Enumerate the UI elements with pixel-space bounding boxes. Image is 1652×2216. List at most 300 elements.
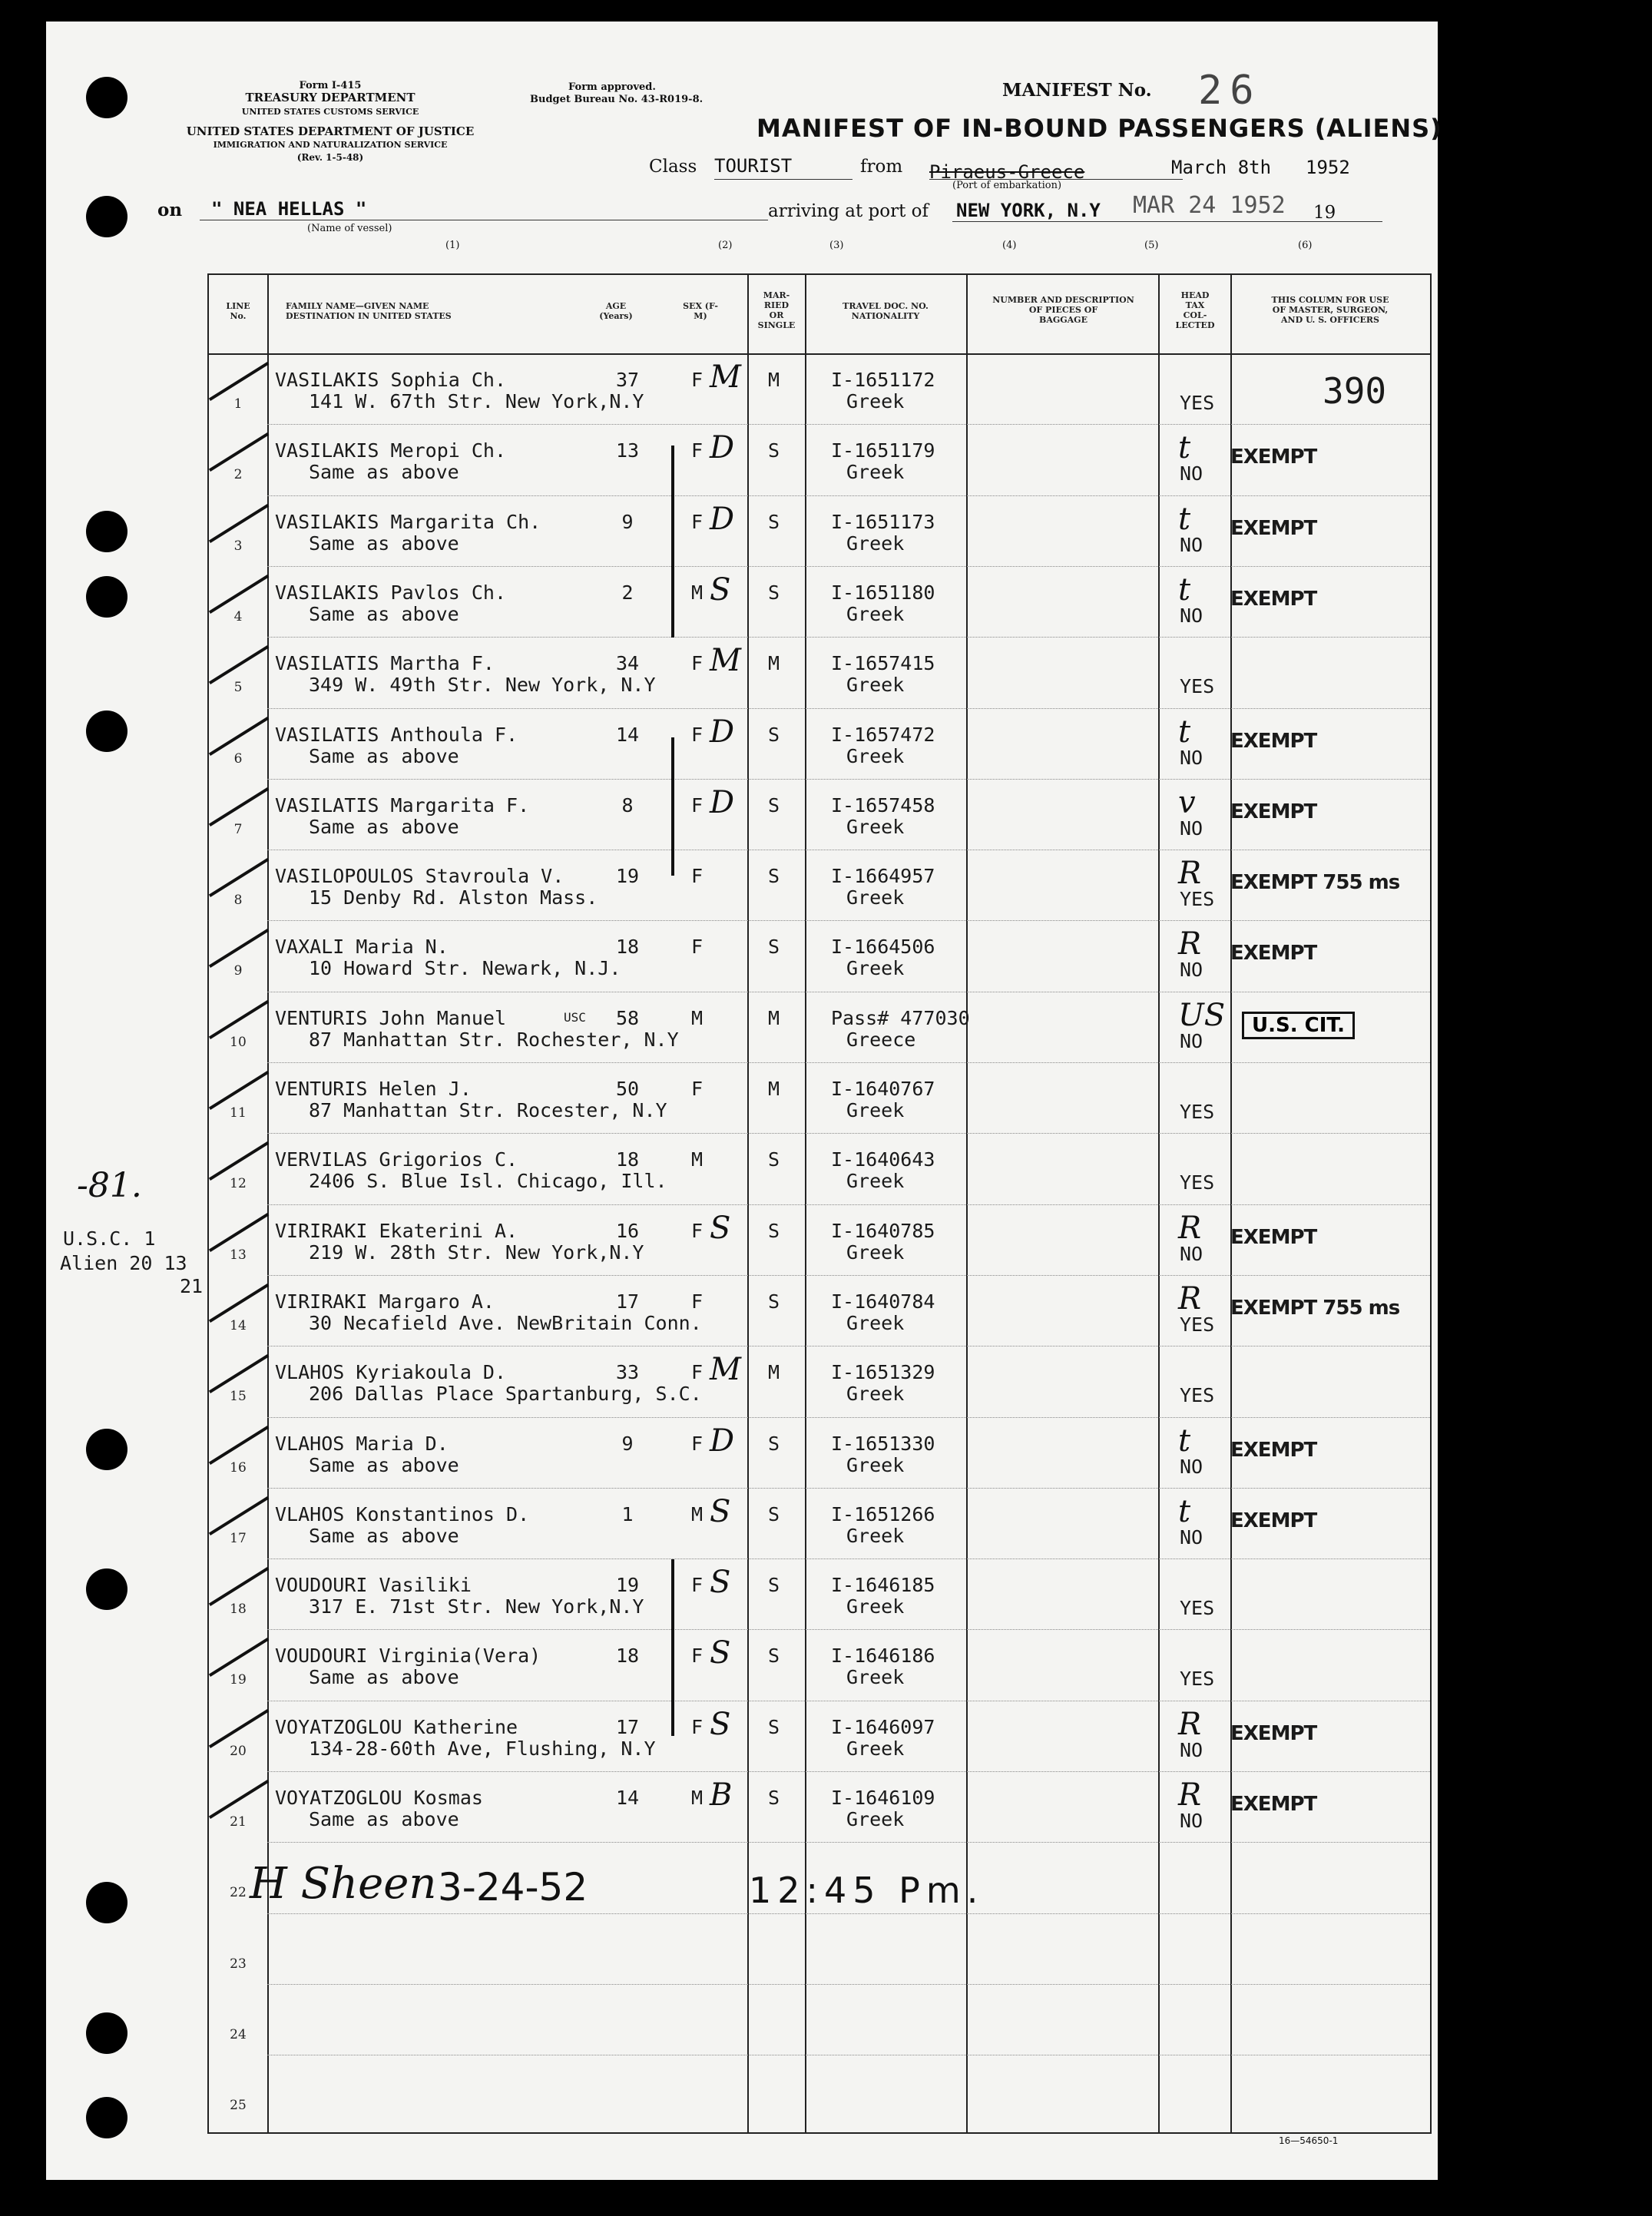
marital-status: S xyxy=(768,1574,780,1597)
destination: Same as above xyxy=(309,1808,459,1830)
travel-doc-no: Pass# 477030 xyxy=(831,1006,970,1029)
checkmark xyxy=(193,548,270,614)
exempt-stamp: EXEMPT xyxy=(1230,446,1317,469)
exempt-stamp: EXEMPT xyxy=(1230,1438,1317,1462)
passenger-name: VIRIRAKI Margaro A. xyxy=(275,1290,495,1313)
line-number: 25 xyxy=(230,2098,247,2114)
row-divider xyxy=(267,1275,1430,1276)
marital-status: M xyxy=(768,652,780,675)
row-divider xyxy=(267,637,1430,638)
passenger-name: VLAHOS Maria D. xyxy=(275,1432,449,1455)
sex: F xyxy=(691,1645,704,1668)
destination: 206 Dallas Place Spartanburg, S.C. xyxy=(309,1383,702,1406)
head-tax: YES xyxy=(1180,1668,1215,1691)
colnum-4: (4) xyxy=(1002,240,1017,251)
nationality: Greek xyxy=(846,461,905,484)
line-number: 16 xyxy=(230,1459,247,1476)
th-line: LINE No. xyxy=(226,301,250,321)
marital-status: S xyxy=(768,1715,780,1738)
age: 18 xyxy=(615,1148,640,1171)
destination: Same as above xyxy=(309,1666,459,1689)
colnum-1: (1) xyxy=(445,240,460,251)
marital-status: S xyxy=(768,1502,780,1525)
marital-status: M xyxy=(768,1078,780,1100)
destination: 141 W. 67th Str. New York,N.Y xyxy=(309,390,644,412)
officer-number: 390 xyxy=(1323,370,1387,412)
th-officers: THIS COLUMN FOR USE OF MASTER, SURGEON, AND U. S. OFFICERS xyxy=(1271,295,1389,325)
checkmark xyxy=(193,903,270,968)
destination: 134-28-60th Ave, Flushing, N.Y xyxy=(309,1737,656,1760)
checkmark xyxy=(193,1399,270,1464)
nationality: Greek xyxy=(846,815,905,838)
sex: M xyxy=(691,581,704,604)
checkmark xyxy=(193,406,270,472)
travel-doc-no: I-1664957 xyxy=(831,865,935,888)
line-number: 19 xyxy=(230,1672,247,1688)
head-tax-mark: t xyxy=(1178,571,1191,608)
age: 17 xyxy=(615,1290,640,1313)
marital-status: S xyxy=(768,581,780,604)
destination: Same as above xyxy=(309,461,459,484)
row-divider xyxy=(267,1984,1430,1985)
passenger-name: VASILATIS Martha F. xyxy=(275,652,495,675)
head-tax: YES xyxy=(1180,1384,1215,1407)
sex: M xyxy=(691,1787,704,1809)
age: 34 xyxy=(615,652,640,675)
nationality: Greek xyxy=(846,1311,905,1334)
line-number: 13 xyxy=(230,1247,247,1263)
row-divider xyxy=(267,1488,1430,1489)
th-married: MAR- RIED OR SINGLE xyxy=(757,290,796,330)
exempt-stamp: EXEMPT xyxy=(1230,1225,1317,1249)
head-tax-mark: v xyxy=(1178,784,1196,820)
line-number: 6 xyxy=(233,750,243,767)
marital-status: S xyxy=(768,1645,780,1668)
travel-doc-no: I-1640784 xyxy=(831,1290,935,1313)
head-tax-mark: R xyxy=(1178,1280,1202,1317)
checkmark xyxy=(193,1470,270,1535)
head-tax-mark: t xyxy=(1178,1423,1191,1459)
exempt-stamp: EXEMPT xyxy=(1230,587,1317,611)
year-prefix: 19 xyxy=(1313,203,1336,223)
row-divider xyxy=(267,1558,1430,1559)
sex-mark: D xyxy=(710,501,735,537)
travel-doc-no: I-1646097 xyxy=(831,1715,935,1738)
sex: F xyxy=(691,793,704,817)
sex: F xyxy=(691,865,704,888)
head-tax: NO xyxy=(1180,1455,1203,1478)
on-label: on xyxy=(157,200,183,220)
nationality: Greek xyxy=(846,957,905,980)
marital-status: S xyxy=(768,1219,780,1242)
head-tax: NO xyxy=(1180,533,1203,556)
sex: F xyxy=(691,723,704,746)
checkmark xyxy=(193,478,270,543)
age: 8 xyxy=(621,793,634,817)
nationality: Greek xyxy=(846,1170,905,1193)
treasury-department: TREASURY DEPARTMENT xyxy=(245,91,415,104)
us-citizen-stamp: U.S. CIT. xyxy=(1242,1012,1355,1039)
line-number: 15 xyxy=(230,1389,247,1405)
nationality: Greece xyxy=(846,1028,916,1051)
from-value: Piraeus-Greece xyxy=(929,161,1085,183)
exempt-stamp: EXEMPT xyxy=(1230,1509,1317,1532)
marital-status: S xyxy=(768,793,780,817)
passenger-name: VERVILAS Grigorios C. xyxy=(275,1148,518,1171)
destination: Same as above xyxy=(309,1524,459,1547)
pen-brace xyxy=(671,446,674,638)
date-value: March 8th xyxy=(1171,157,1272,178)
sex-mark: D xyxy=(710,714,735,750)
binder-hole xyxy=(86,196,127,237)
passenger-name: VASILATIS Anthoula F. xyxy=(275,723,518,746)
sex-mark: S xyxy=(710,1635,731,1671)
marital-status: S xyxy=(768,936,780,959)
destination: 317 E. 71st Str. New York,N.Y xyxy=(309,1595,644,1618)
sex: M xyxy=(691,1006,704,1029)
row-divider xyxy=(267,1771,1430,1772)
line-number: 8 xyxy=(233,893,243,909)
head-tax: NO xyxy=(1180,1242,1203,1265)
line-number: 24 xyxy=(230,2026,247,2042)
vessel-note: (Name of vessel) xyxy=(307,223,392,234)
travel-doc-no: I-1657472 xyxy=(831,723,935,746)
age: 9 xyxy=(621,510,634,533)
checkmark xyxy=(193,619,270,684)
row-divider xyxy=(267,1913,1430,1914)
head-tax: YES xyxy=(1180,1313,1215,1336)
passenger-name: VASILAKIS Sophia Ch. xyxy=(275,369,507,391)
row-divider xyxy=(267,1204,1430,1205)
margin-note-2: Alien 20 13 xyxy=(60,1252,187,1274)
nationality: Greek xyxy=(846,602,905,625)
class-underline xyxy=(714,179,852,180)
arrival-underline xyxy=(952,221,1382,222)
head-tax-mark: R xyxy=(1178,1706,1202,1742)
passenger-name: VOUDOURI Vasiliki xyxy=(275,1574,472,1597)
marital-status: M xyxy=(768,1006,780,1029)
row-divider xyxy=(267,1133,1430,1134)
year-value: 1952 xyxy=(1306,157,1350,178)
passenger-name: VENTURIS John Manuel xyxy=(275,1006,507,1029)
marital-status: S xyxy=(768,865,780,888)
class-value: TOURIST xyxy=(714,155,793,177)
travel-doc-no: I-1640785 xyxy=(831,1219,935,1242)
sex: F xyxy=(691,1290,704,1313)
travel-doc-no: I-1651173 xyxy=(831,510,935,533)
line-number: 9 xyxy=(233,963,243,979)
checkmark xyxy=(193,974,270,1039)
passenger-name: VOYATZOGLOU Katherine xyxy=(275,1715,518,1738)
marital-status: S xyxy=(768,1432,780,1455)
line-number: 18 xyxy=(230,1602,247,1618)
class-label: Class xyxy=(649,157,697,177)
age: 14 xyxy=(615,1787,640,1809)
sex: F xyxy=(691,1432,704,1455)
nationality: Greek xyxy=(846,390,905,412)
sex-mark: D xyxy=(710,784,735,820)
passenger-name: VASILOPOULOS Stavroula V. xyxy=(275,865,564,888)
travel-doc-no: I-1640767 xyxy=(831,1078,935,1100)
row-divider xyxy=(267,1062,1430,1063)
head-tax: NO xyxy=(1180,1810,1203,1832)
sex: M xyxy=(691,1148,704,1171)
head-tax: NO xyxy=(1180,462,1203,485)
age: 13 xyxy=(615,439,640,462)
head-tax-mark: t xyxy=(1178,714,1191,750)
sex-mark: M xyxy=(710,643,741,679)
travel-doc-no: I-1646185 xyxy=(831,1574,935,1597)
sex: F xyxy=(691,369,704,391)
nationality: Greek xyxy=(846,1453,905,1476)
pen-brace xyxy=(671,1559,674,1736)
exempt-stamp: EXEMPT xyxy=(1230,800,1317,823)
checkmark xyxy=(193,1541,270,1606)
checkmark xyxy=(193,1328,270,1393)
binder-hole xyxy=(86,77,127,118)
nationality: Greek xyxy=(846,1240,905,1264)
head-tax: NO xyxy=(1180,1525,1203,1549)
checkmark xyxy=(193,761,270,826)
checkmark xyxy=(193,1187,270,1252)
travel-doc-no: I-1651329 xyxy=(831,1361,935,1384)
line-number: 14 xyxy=(230,1317,247,1333)
manifest-no: 26 xyxy=(1198,68,1262,114)
nationality: Greek xyxy=(846,1383,905,1406)
passenger-name: VOYATZOGLOU Kosmas xyxy=(275,1787,483,1809)
destination: Same as above xyxy=(309,532,459,555)
colnum-5: (5) xyxy=(1144,240,1159,251)
marital-status: S xyxy=(768,510,780,533)
footer-code: 16—54650-1 xyxy=(1279,2135,1339,2146)
binder-hole xyxy=(86,576,127,618)
signature-name: H Sheen xyxy=(250,1859,437,1909)
marital-status: S xyxy=(768,723,780,746)
nationality: Greek xyxy=(846,1099,905,1121)
marital-status: S xyxy=(768,1787,780,1809)
row-divider xyxy=(267,495,1430,496)
line-number: 4 xyxy=(233,608,243,624)
checkmark xyxy=(193,1683,270,1748)
age: 17 xyxy=(615,1715,640,1738)
binder-hole xyxy=(86,1882,127,1923)
arriving-label: arriving at port of xyxy=(768,201,929,221)
row-divider xyxy=(267,1417,1430,1418)
manifest-title: MANIFEST OF IN-BOUND PASSENGERS (ALIENS) xyxy=(756,114,1442,143)
head-tax: NO xyxy=(1180,1738,1203,1761)
head-tax: NO xyxy=(1180,959,1203,982)
nationality: Greek xyxy=(846,1808,905,1830)
head-tax-mark: t xyxy=(1178,501,1191,537)
sex: F xyxy=(691,439,704,462)
exempt-stamp: EXEMPT xyxy=(1230,1793,1317,1816)
nationality: Greek xyxy=(846,674,905,697)
th-age: AGE (Years) xyxy=(599,301,633,321)
head-tax: YES xyxy=(1180,1597,1215,1620)
travel-doc-no: I-1651172 xyxy=(831,369,935,391)
header-divider xyxy=(209,353,1430,355)
line-number: 11 xyxy=(230,1105,247,1121)
budget-bureau: Budget Bureau No. 43-R019-8. xyxy=(530,94,704,105)
nationality: Greek xyxy=(846,1524,905,1547)
checkmark xyxy=(193,336,270,401)
age: 33 xyxy=(615,1361,640,1384)
sex-mark: S xyxy=(710,1493,731,1529)
binder-hole xyxy=(86,711,127,752)
passenger-name: VASILAKIS Meropi Ch. xyxy=(275,439,507,462)
passenger-table xyxy=(207,273,1432,2134)
line-number: 5 xyxy=(233,680,243,696)
age: 14 xyxy=(615,723,640,746)
sex: F xyxy=(691,510,704,533)
arrival-port: NEW YORK, N.Y xyxy=(956,200,1101,221)
line-number: 17 xyxy=(230,1530,247,1546)
checkmark xyxy=(193,1045,270,1110)
head-tax: NO xyxy=(1180,746,1203,769)
sex-mark: M xyxy=(710,359,741,395)
nationality: Greek xyxy=(846,744,905,767)
line-number: 22 xyxy=(230,1885,247,1901)
travel-doc-no: I-1651266 xyxy=(831,1502,935,1525)
travel-doc-no: I-1664506 xyxy=(831,936,935,959)
form-approved: Form approved. xyxy=(568,81,656,93)
th-sex: SEX (F-M) xyxy=(683,301,718,321)
exempt-stamp: EXEMPT xyxy=(1230,942,1317,966)
justice-department: UNITED STATES DEPARTMENT OF JUSTICE xyxy=(186,124,475,138)
head-tax-mark: t xyxy=(1178,430,1191,466)
line-number: 20 xyxy=(230,1743,247,1759)
line-number: 12 xyxy=(230,1176,247,1192)
colnum-3: (3) xyxy=(829,240,844,251)
travel-doc-no: I-1657415 xyxy=(831,652,935,675)
sex: F xyxy=(691,936,704,959)
head-tax: NO xyxy=(1180,1029,1203,1052)
passenger-name: VAXALI Maria N. xyxy=(275,936,449,959)
checkmark xyxy=(193,1611,270,1677)
th-head-tax: HEAD TAX COL- LECTED xyxy=(1175,290,1215,330)
head-tax: YES xyxy=(1180,392,1215,414)
head-tax-mark: t xyxy=(1178,1493,1191,1529)
destination: Same as above xyxy=(309,815,459,838)
age: 9 xyxy=(621,1432,634,1455)
passenger-name: VLAHOS Konstantinos D. xyxy=(275,1502,530,1525)
destination: 87 Manhattan Str. Rocester, N.Y xyxy=(309,1099,667,1121)
head-tax-mark: R xyxy=(1178,1777,1202,1813)
nationality: Greek xyxy=(846,1595,905,1618)
colnum-2: (2) xyxy=(718,240,733,251)
travel-doc-no: I-1640643 xyxy=(831,1148,935,1171)
pen-brace xyxy=(671,737,674,876)
sex: F xyxy=(691,652,704,675)
marital-status: M xyxy=(768,369,780,391)
travel-doc-no: I-1651330 xyxy=(831,1432,935,1455)
head-tax: YES xyxy=(1180,1101,1215,1123)
age: 18 xyxy=(615,936,640,959)
destination: 2406 S. Blue Isl. Chicago, Ill. xyxy=(309,1170,667,1193)
exempt-stamp: EXEMPT 755 ms xyxy=(1230,871,1400,895)
travel-doc-no: I-1646186 xyxy=(831,1645,935,1668)
passenger-name: VENTURIS Helen J. xyxy=(275,1078,472,1100)
binder-hole xyxy=(86,1568,127,1610)
sex: F xyxy=(691,1219,704,1242)
head-tax: YES xyxy=(1180,888,1215,911)
destination: 349 W. 49th Str. New York, N.Y xyxy=(309,674,656,697)
sex: F xyxy=(691,1078,704,1100)
row-divider xyxy=(267,1629,1430,1630)
passenger-name: VIRIRAKI Ekaterini A. xyxy=(275,1219,518,1242)
age: 2 xyxy=(621,581,634,604)
from-underline xyxy=(929,179,1183,180)
row-divider xyxy=(267,779,1430,780)
sex: M xyxy=(691,1502,704,1525)
destination: 15 Denby Rd. Alston Mass. xyxy=(309,886,598,909)
manifest-no-label: MANIFEST No. xyxy=(1002,80,1152,101)
travel-doc-no: I-1651179 xyxy=(831,439,935,462)
age: 19 xyxy=(615,865,640,888)
sex: F xyxy=(691,1574,704,1597)
sex-mark: M xyxy=(710,1352,741,1388)
checkmark xyxy=(193,832,270,897)
vessel-name: " NEA HELLAS " xyxy=(211,198,367,220)
destination: Same as above xyxy=(309,602,459,625)
age: 58 xyxy=(615,1006,640,1029)
sex-mark: D xyxy=(710,430,735,466)
checkmark xyxy=(193,1754,270,1819)
line-number: 21 xyxy=(230,1814,247,1830)
arrival-date-stamp: MAR 24 1952 xyxy=(1133,192,1286,219)
nationality: Greek xyxy=(846,1666,905,1689)
checkmark xyxy=(193,1257,270,1323)
age: 50 xyxy=(615,1078,640,1100)
margin-note-1: U.S.C. 1 xyxy=(63,1227,156,1250)
head-tax: YES xyxy=(1180,675,1215,698)
head-tax-mark: US xyxy=(1178,997,1226,1033)
age: 37 xyxy=(615,369,640,391)
marital-status: S xyxy=(768,1148,780,1171)
sex-mark: D xyxy=(710,1423,735,1459)
port-note: (Port of embarkation) xyxy=(952,180,1062,191)
destination: Same as above xyxy=(309,1453,459,1476)
row-divider xyxy=(267,1842,1430,1843)
marital-status: M xyxy=(768,1361,780,1384)
line-number: 23 xyxy=(230,1956,247,1972)
exempt-stamp: EXEMPT xyxy=(1230,516,1317,540)
marital-status: S xyxy=(768,1290,780,1313)
sex-mark: S xyxy=(710,1565,731,1601)
age: 18 xyxy=(615,1645,640,1668)
exempt-stamp: EXEMPT 755 ms xyxy=(1230,1296,1400,1320)
nationality: Greek xyxy=(846,1737,905,1760)
binder-hole xyxy=(86,2012,127,2054)
revision: (Rev. 1-5-48) xyxy=(296,152,364,163)
line-number: 7 xyxy=(233,821,243,837)
row-divider xyxy=(267,566,1430,567)
checkmark xyxy=(193,690,270,755)
head-tax: YES xyxy=(1180,1171,1215,1194)
th-travel-doc: TRAVEL DOC. NO. NATIONALITY xyxy=(843,301,929,321)
sex-mark: S xyxy=(710,571,731,608)
binder-hole xyxy=(86,1429,127,1470)
line-number: 1 xyxy=(233,396,243,412)
passenger-name: VOUDOURI Virginia(Vera) xyxy=(275,1645,541,1668)
nationality: Greek xyxy=(846,886,905,909)
exempt-stamp: EXEMPT xyxy=(1230,729,1317,753)
customs-service: UNITED STATES CUSTOMS SERVICE xyxy=(241,107,419,117)
destination: 87 Manhattan Str. Rochester, N.Y xyxy=(309,1028,679,1051)
sex-mark: S xyxy=(710,1706,731,1742)
line-number: 10 xyxy=(230,1034,247,1050)
th-baggage: NUMBER AND DESCRIPTION OF PIECES OF BAGGAGE xyxy=(992,295,1134,325)
